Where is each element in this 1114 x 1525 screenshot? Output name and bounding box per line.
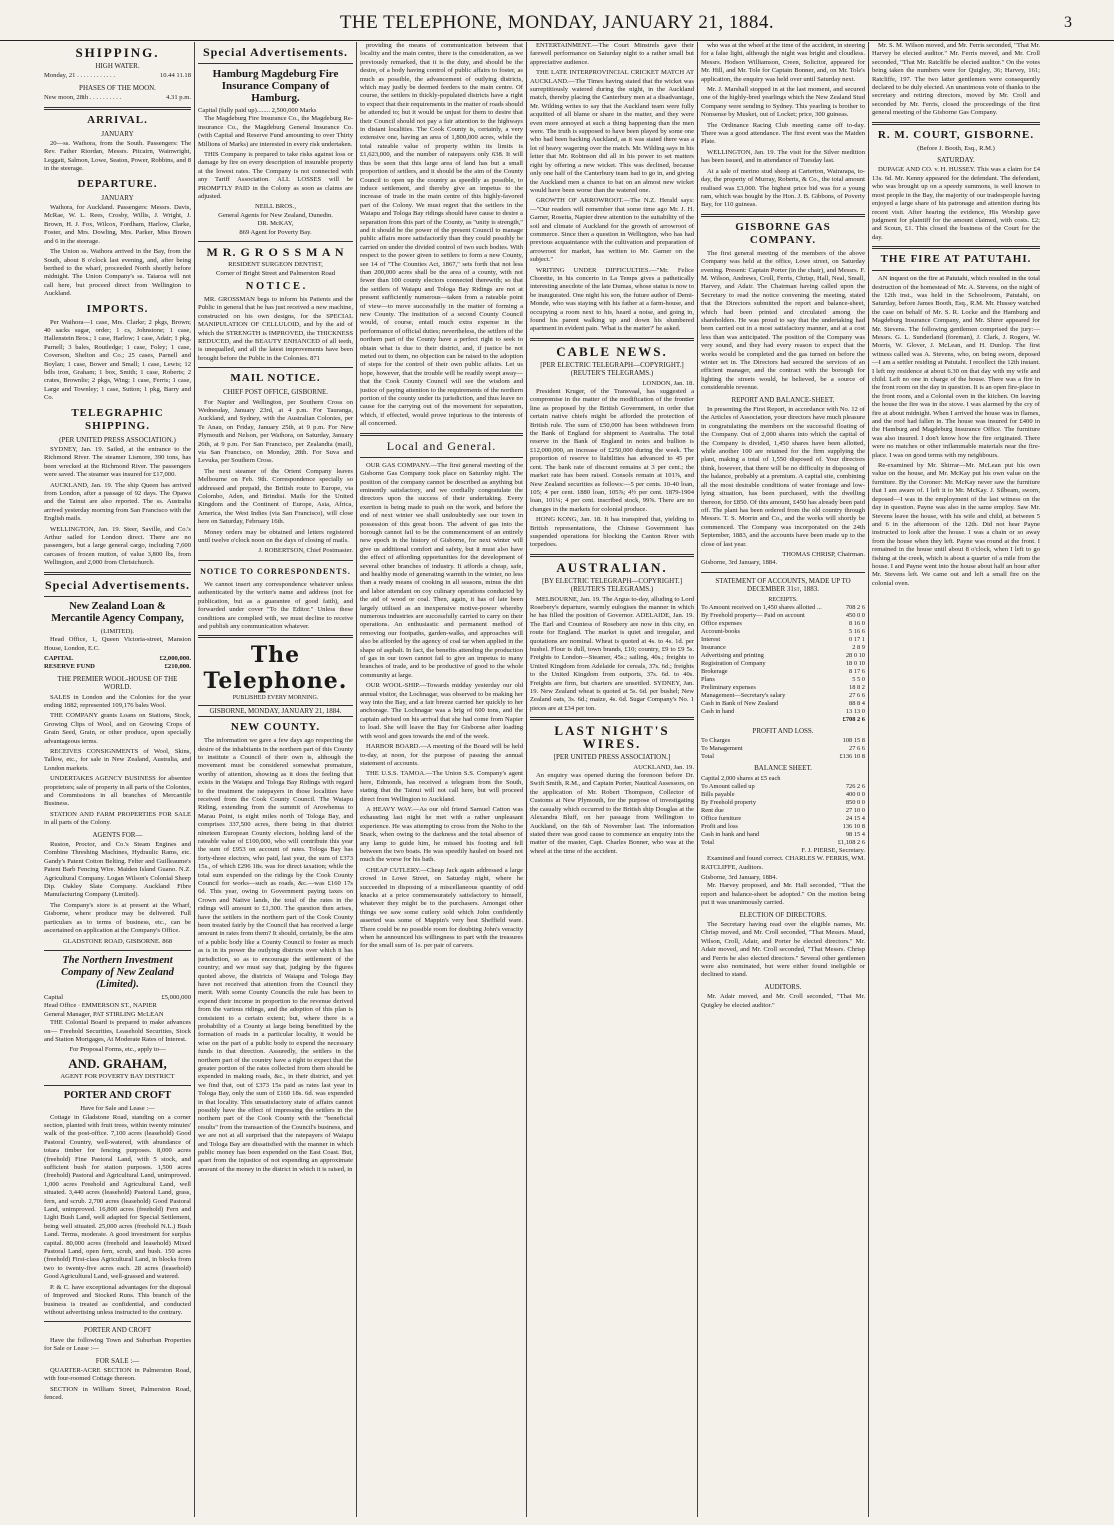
report-date: Gisborne, 3rd January, 1884. bbox=[701, 559, 778, 567]
table-row bbox=[701, 620, 865, 628]
masthead-title: THE TELEPHONE, MONDAY, JANUARY 21, 1884. bbox=[339, 12, 775, 33]
woolhouse-heading: THE PREMIER WOOL-HOUSE OF THE WORLD. bbox=[57, 674, 178, 692]
woolhouse-text: SALES in London and the Colonies for the year ending 1882, represented 109,176 bales Wool. bbox=[44, 693, 191, 709]
nameplate: The Telephone. bbox=[203, 642, 348, 695]
table-row bbox=[701, 676, 865, 684]
departure-text: Waihora, for Auckland. Passengers: Messrs. Davis, McRae, W. L. Rees, Crosby, Willis, J. Wright, J. Brown, H. J. Fox, Wilcox, Fordham, Harlow, Clarke, Foster, and Mrs. Dowling, Mrs. Parker, Miss Brown and 6 in the steerage. bbox=[44, 204, 191, 245]
table-row bbox=[701, 815, 865, 823]
row-value: 18 0 10 bbox=[845, 659, 865, 667]
divider bbox=[701, 572, 865, 573]
local-item: WRITING UNDER DIFFICULTIES.—"Mr. Felice Chorette, in his concerto in La Temps gives a pathetically interesting anecdote of the late Dumas, whose status is now to be inaugurated. One night his son, the future author of Demi-Monde, who was staying with his father at a farm-house, and occupying a room next to his, heard a noise, and going in, found his parent walking up and down his slumbered apartment in evident pain. 'What is the matter?' he asked. bbox=[530, 266, 694, 333]
table-row bbox=[701, 660, 865, 668]
divider bbox=[530, 554, 694, 557]
agents-heading: AGENTS FOR— bbox=[92, 830, 143, 839]
divider bbox=[44, 1085, 191, 1086]
hamburg-text: THIS Company is prepared to take risks against loss or damage by fire on every description of insurable property at the lowest rates. The Company is not connected with any Tariff Association. ALL LOSSES will be PROMPTLY PAID in the Colony as soon as claims are adjusted. bbox=[198, 151, 353, 201]
table-row bbox=[701, 692, 865, 700]
telegraphic-text: AUCKLAND, Jan. 19. The ship Queen has arrived from London, after a passage of 92 days. The Opawa and the Tainui are also reported. The ss. Australia arrived yesterday morning from San Francisco with the English mails. bbox=[44, 481, 191, 523]
imports-text: Per Waihora—1 case, Mrs. Clarke; 2 pkgs, Brown; 40 sacks sugar, order; 1 cs, Johnstone; 1 case, Hallenstein Bros.; 1 case, Harlow; 1 case, Adair; 1 pkg, Parnell; 3 bales, Routledge; 1 case, Foley; 1 case, Coverson, Shelton and Co.; 25 cases, Parnell and Boylan; 1 case, Bower and Small; 1 case, Lewis; 12 bdls iron, Graham; 1 box, Smith; 1 case, Roberts; 2 crates, Brownlie; 2 pkgs, Wing; 1 case, Ferris; 1 case, Large and Townley; 1 case, Sutton; 1 pkg, Barry and Co. bbox=[44, 318, 191, 402]
gas-meeting-continued: Mr. S. M. Wilson moved, and Mr. Ferris seconded, "That Mr. Harvey be elected auditor." Mr. Ferris moved, and Mr. Croll seconded, "That Mr. Ratcliffe be elected auditor." On the votes being taken the numbers were for Quigley, 36; Harvey, 161; Ratcliffe, 197. The two latter gentlemen were consequently declared to be duly elected. An unanimous vote of thanks to the secretary and retiring directors, moved by Mr. Croll and seconded by Mr. Ferris, closed the proceedings of the first general meeting of the Gisborne Gas Company. bbox=[872, 42, 1040, 117]
table-row bbox=[701, 700, 865, 708]
nameplate-sub: PUBLISHED EVERY MORNING. bbox=[232, 695, 319, 702]
divider bbox=[360, 457, 523, 458]
row-value: 726 2 6 bbox=[845, 782, 865, 790]
arrival-month: JANUARY bbox=[101, 129, 134, 138]
table-row bbox=[701, 745, 865, 753]
column-rule bbox=[194, 42, 195, 1517]
row-label: To Charges bbox=[701, 737, 731, 745]
porter-sub: Have for Sale and Lease :— bbox=[80, 1105, 155, 1113]
high-water-label: HIGH WATER. bbox=[95, 62, 140, 70]
table-row bbox=[701, 831, 865, 839]
row-value: 400 0 0 bbox=[845, 790, 865, 798]
proposal-text: For Proposal Forms, etc., apply to— bbox=[69, 1046, 166, 1054]
row-label: Bills payable bbox=[701, 790, 735, 798]
new-county-heading: NEW COUNTY. bbox=[230, 721, 321, 734]
column-rule bbox=[697, 42, 698, 1517]
row-label: To Amount received on 1,450 shares allotted ... bbox=[701, 603, 822, 611]
row-value: 18 8 2 bbox=[849, 683, 865, 691]
departure-heading: DEPARTURE. bbox=[77, 177, 158, 190]
neill-sub: General Agents for New Zealand, Dunedin. bbox=[218, 211, 333, 219]
column-1 bbox=[44, 42, 191, 1520]
graham-name: AND. GRAHAM, bbox=[68, 1055, 167, 1071]
column-rule bbox=[868, 42, 869, 1517]
local-item: ENTERTAINMENT.—The Court Minstrels gave their farewell performance on Saturday night to a rather small but appreciative audience. bbox=[530, 42, 694, 66]
divider bbox=[198, 367, 353, 368]
lnw-text: An enquiry was opened during the forenoon before Dr. Swift Smith, R.M., and Captain Porter, Nautical Assessors, on the application of Mr. Robert Thompson, Collector of Customs at New Plymouth, for the purpose of investigating the casualty which occurred to the British ship Douglas at the Alexandra Bluff, on her passage from Wellington to Auckland, on the 6th of November last. The information stated there was good cause to commence an enquiry into the matter of the master, Capt. Charles Bonner, who was at the wheel at the time of the accident. bbox=[530, 772, 694, 855]
row-value: 27 6 6 bbox=[849, 745, 865, 753]
cable-text: President Kruger, of the Transvaal, has suggested a compromise in the matter of the modification of the frontier line as proposed by the British Government, in order that certain native chiefs might be afforded the protection of British rule. The sum of £50,000 has been withdrawn from the Bank of England for shipment to Australia. The total reserve in the Bank of England in notes and bullion is £12,000,000, an increase of £250,000 during the week. The proportion of reserve to liabilities has advanced to 45 per cent. The bank rate of discount remains at 3 per cent.; the market rate has been raised. Consols remain at 101⅞, and New Zealand securities as follows:—5 per cents. 10-40 loan, 105; 4 per cent. 1880 loan, 105⅞; 4½ per cent. 1879-1904 loan, 101¼; 4 per cent. inscribed stock, 99⅝. There are no changes in the markets for colonial produce. bbox=[530, 388, 694, 513]
wires-item: Mr. J. Marshall stopped in at the last moment, and secured one of the highly-bred yearlings which the New Zealand Stud Company were sending to Sydney. This yearling is brother to Nonsense by Musket, out of Locket; price, 300 guineas. bbox=[701, 86, 865, 119]
capital-row bbox=[44, 655, 191, 663]
auditor-sign: Examined and found correct. CHARLES W. FERRIS, WM. RATCLIFFE, Auditors. bbox=[701, 855, 865, 871]
column-6 bbox=[872, 42, 1040, 1520]
nzloan-office: Head Office, 1, Queen Victoria-street, Mansion House, London, E.C. bbox=[44, 636, 191, 652]
gisborne-address: GLADSTONE ROAD, GISBORNE. 868 bbox=[62, 937, 173, 945]
row-value: £1,108 2 6 bbox=[837, 838, 865, 846]
divider bbox=[44, 1321, 191, 1322]
row-value: 450 0 0 bbox=[845, 611, 865, 619]
high-water-row-label: Monday, 21 . . . . . . . . . . . . bbox=[44, 72, 116, 80]
row-label: By Freehold property bbox=[701, 798, 757, 806]
notice-heading: N O T I C E . bbox=[245, 280, 306, 292]
new-county-text: The information we gave a few days ago respecting the desire of the inhabitants in the northern part of this County to institute a Council of their own is, although the movement must be considered somewhat premature, worthy of attention, showing as it does the feeling that exists in the Waiapu and Tologa Bay Ridings with regard to the treatment the ratepayers in those localities have received from the Cook County Council. The Waiapu Riding, extending from the summit of Arowhenua to Marau Point, is eight miles north of Tologa Bay, and comprises 337,500 acres, there being in that district nineteen European County electors, holding land of the rateable value of £100,000, who will contribute this year the sum of £953 on account of rates. Tologa Bay has forty-three electors, who paid, last year, the sum of £373 15s., of which £296 18s. was for direct taxation; while the total sum expended on the ridings by the Cook County Council for works—such as roads, &c.—was £160 17s 6d. This year, owing to Government paying taxes on Crown and Native lands, the total of the rates in the ridings will amount to £1,300. The question then arises, have the settlers in the northern part of the Cook County been treated fairly by the Council that has received a large amount in rates from them? It should, certainly, be the aim of a public body like a County Council to foster as much as is in its power the outlying districts over which it has jurisdiction, so as to encourage the settlement of the country; and we must say that, judging by the figures quoted above, the districts of Waiapu and Tologa Bay have not received that attention from the Council they merit. With some County Councils the rule has been to expend their income in proportion to the revenue derived from the various ridings, and the adoption of this plan is consistent to a certain extent; but, where there is a probability of a County at large being benefitted by the formation of roads in a particular locality, it would be wise on the part of a public body to expend the necessary funds in that direction. Assuredly, the settlers in the northern part of the country have a right to expect that the greater portion of the rates collected from them should be expended in making roads, &c., in their district, and yet we find that, out of £373 15s paid as rates last year in Tologa Bay, only the sum of £160 18s. 6d. was expended in that locality. This unsatisfactory state of affairs cannot possibly have the effect of impressing the settlers in the northern part of the Cook County with the "beneficial results" from the transaction of the Council's business, and we are not at all surprised that the ratepayers of Waiapu and Tologa Bay are dissatisfied with the manner in which public money has been expended on the East Coast. But, apart from the injustice of not expending an approximate amount of the money in the district in which it is raised, in bbox=[198, 737, 353, 1173]
special-ads-heading: Special Advertisements. bbox=[45, 577, 190, 592]
divider bbox=[198, 635, 353, 638]
mail-text: The next steamer of the Orient Company leaves Melbourne on Feb. 9th. Correspondence specially so addressed and prepaid, the British route to Europe, via Colombo, Aden, and Brindisi. Mails for the United Kingdom and the Continent of Europe, Asia, Africa, America, the West Indies (via San Francisco), will close here on Saturday, February 16th. bbox=[198, 467, 353, 526]
row-label: Office furniture bbox=[701, 814, 742, 822]
local-general-heading: Local and General. bbox=[386, 438, 497, 453]
northern-capital-row bbox=[44, 994, 191, 1002]
table-row bbox=[701, 753, 865, 761]
neill-name: NEILL BROS., bbox=[255, 203, 296, 211]
mail-sign: J. ROBERTSON, Chief Postmaster. bbox=[258, 547, 353, 555]
row-label: Cash in Bank of New Zealand bbox=[701, 699, 779, 707]
table-row bbox=[701, 737, 865, 745]
adoption-text: Mr. Harvey proposed, and Mr. Hall seconded, "That the report and balance-sheet be adopted." On the motion being put it was unanimously carried. bbox=[701, 882, 865, 907]
for-sale-heading: FOR SALE :— bbox=[95, 1356, 140, 1365]
row-value: 27 10 0 bbox=[845, 806, 865, 814]
table-row bbox=[701, 791, 865, 799]
table-row bbox=[701, 644, 865, 652]
row-label: Cash in hand bbox=[701, 707, 735, 715]
row-label: Interest bbox=[701, 635, 721, 643]
page-number: 3 bbox=[1064, 14, 1072, 31]
local-item: OUR GAS COMPANY.—The first general meeting of the Gisborne Gas Company took place on Saturday night. The position of the company cannot be described as anything but eminently satisfactory, and we cordially congratulate the directors upon the success of their undertaking. Every exertion is being made to push on the work, and before the end of next winter we shall undoubtedly see our town in possession of this great boon. The advent of gas into the borough cannot fail to be the commencement of an entirely new epoch in the history of Gisborne, for next winter will give us additional comfort and safety, but it must also have the effect of affording opportunities for the development of several other branches of industry. It affords a cheap, safe, and healthy mode of generating warmth in the winter, no less than a ready means of cooking in all seasons, minus the dirt and labor attendant on coy culinary operations conducted by the aid of wood or coal. Then, again, it has of late been largely utilised as an inexpensive motive-power whereby numerous industries are successfully carried to carry on their operations. An enthusiastic and permanent method of removing our footpaths, garden-walks, and approaches will also be afforded by the agency of coal tar when applied in the shape of asphalt. In fact, the benefits attending the production of gas in our town cannot fail to give an impetus to many branches of trade, and to be productive of good to the whole community at large. bbox=[360, 461, 523, 679]
fire-text: Re-examined by Mr. Shirrar—Mr. McLean put his own value on the house, and Mr. McKay put his own value on the furniture. By the Coroner: Mr. McKay never saw the furniture that I am aware of. I left it to Mr. McKay. J. Silbeam, sworn, deposed—I was in the employment of the last witness on the day in question. Payne was also in the same employ. Saw Mr. Stevens leave the house, with his wife and child, at between 5 and 6 in the afternoon of the 12th. Did not hear Payne instructed to look after the house. I was a chain or so away from the house when they left. Payne was round at the front. I remained in the house until about 8 o'clock, when I left to go fishing at the creek, which is about a quarter of a mile from the house. I and Payne went into the house about half an hour after Mr. Stevens left. We came out and left a small fire on the colonial oven. bbox=[872, 462, 1040, 587]
telegraphic-text: WELLINGTON, Jan. 19. Steer, Saville, and Co.'s Arthur sailed for London direct. There are no passengers, but a large general cargo, including 7,600 carcases of frozen mutton, of value 3,800 lbs, from Wellington, and 2,000 from Christchurch. bbox=[44, 525, 191, 567]
column-4 bbox=[530, 42, 694, 1520]
row-label: Management—Secretary's salary bbox=[701, 691, 786, 699]
mckay-name: DR. McKAY, bbox=[257, 220, 294, 228]
moon-row-value: 4.31 p.m. bbox=[166, 94, 191, 102]
northern-title: The Northern Investment Company of New Zealand (Limited). bbox=[61, 954, 174, 990]
australian-source: [BY ELECTRIC TELEGRAPH—COPYRIGHT.] (REUTER'S TELEGRAMS.) bbox=[541, 576, 683, 594]
divider bbox=[872, 270, 1040, 271]
row-value: 13 13 0 bbox=[845, 707, 865, 715]
table-row bbox=[701, 684, 865, 692]
australian-heading: AUSTRALIAN. bbox=[556, 559, 668, 575]
cable-text: HONG KONG, Jan. 18. It has transpired that, yielding to British representations, the Chinese Government has suspended operations for blocking the Canton River with torpedoes. bbox=[530, 516, 694, 549]
divider bbox=[44, 572, 191, 575]
row-label: Office expenses bbox=[701, 619, 742, 627]
moon-phases-label: PHASES OF THE MOON. bbox=[79, 83, 156, 92]
row-label: By Freehold property— Paid on account bbox=[701, 611, 805, 619]
row-value: 108 15 8 bbox=[842, 737, 865, 745]
cable-source: [PER ELECTRIC TELEGRAPH—COPYRIGHT.] (REUTER'S TELEGRAMS.) bbox=[540, 360, 684, 378]
divider bbox=[44, 107, 191, 110]
accounts-date: Gisborne, 3rd January, 1884. bbox=[701, 874, 778, 881]
table-row bbox=[701, 636, 865, 644]
reserve-value: £210,000. bbox=[164, 663, 191, 671]
mckay-sub: 869 Agent for Poverty Bay. bbox=[239, 228, 312, 236]
report-heading: REPORT AND BALANCE-SHEET. bbox=[731, 395, 835, 404]
hamburg-capital: Capital (fully paid up)........ 2,500,000 Marks bbox=[198, 107, 317, 114]
row-label: Plans bbox=[701, 675, 715, 683]
row-value: 5 16 6 bbox=[849, 627, 865, 635]
row-label: Capital 2,000 shares at £5 each bbox=[701, 774, 781, 782]
column-3 bbox=[360, 42, 523, 1520]
row-value: £136 10 8 bbox=[839, 753, 865, 761]
secretary-sign: F. J. PIERSE, Secretary. bbox=[801, 846, 865, 854]
receipts-label: RECEIPTS. bbox=[768, 596, 798, 603]
northern-capital-value: £5,000,000 bbox=[161, 993, 191, 1001]
table-row bbox=[701, 823, 865, 831]
wires-item: At a sale of merino stud sheep at Carterton, Wairarapa, to-day, the property of Murray, Roberts, & Co., the total amount realised was £3,000. The highest price bid was for a young ram, which was bought by the Hon. J. B. Gibbons, of Poverty Bay, for 110 guineas. bbox=[701, 167, 865, 209]
row-value: 8 17 6 bbox=[849, 667, 865, 675]
local-item: OUR WOOL-SHIP.—Towards midday yesterday our old annual visitor, the Lochnagar, was observed to be making her way into the Bay, and a fair breeze carried her quickly to her anchorage. The Lochnagar was a brig of 600 tons, and the captain advised on his arrival that she had come from Napier to load. She will leave the Bay for Gisborne after loading with wool and goes towards the end of the week. bbox=[360, 682, 523, 740]
column-rule bbox=[526, 42, 527, 1517]
column-rule bbox=[356, 42, 357, 1517]
station-text: STATION AND FARM PROPERTIES FOR SALE in all parts of the Colony. bbox=[44, 810, 191, 827]
fire-text: AN inquest on the fire at Patutahi, which resulted in the total destruction of the homestead of Mr. A. Stevens, on the night of the 12th inst., was held in the Schoolroom, Patutahi, on Saturday, before James Booth, Esq., R.M. Mr. Hussey watched the case on behalf of Mr. S. R. Locke and the Hamburg and Magdeburg Insurance Company, and Mr. Shirer appeared for Mr. Stevens. The following gentlemen comprised the jury:—Messrs. G. L. Sunderland (foreman), J. Clark, J. Rogers, W. Morris, W. Glover, J. McLean, and H. Dunlop. The first witness called was A. Stevens, who, on being sworn, deposed—I am a settler residing at Patutahi. I recollect the 12th instant. I left my residence at about 6.30 on that day with my wife and child. Left no one in charge of the house. There was a fire in the front room on the day in question. It is an open fire-place in the front room, and a Colonial oven in the kitchen. On leaving the house the fire was in the stove. I was alarmed by the cry of fire at about midnight. When I arrived the house was in flames, and the roof had fallen in. The house was insured for £400 in the Hamburg and Magdeburg Insurance Office. The furniture was also insured. I don't know how the fire originated. There were no matches or other inflammable materials near the fire-place. I was on good terms with my neighbours. bbox=[872, 275, 1040, 459]
divider bbox=[360, 433, 523, 436]
mail-text: Money orders may be obtained and letters registered until twelve o'clock noon on the days of closing of mails. bbox=[198, 528, 353, 545]
column-5 bbox=[701, 42, 865, 1520]
gas-company-text: The first general meeting of the members of the above Company was held at the office, Lowe street, on Saturday evening. Present: Captain Porter (in the chair), and Messrs. F. M. Wilson, Andrews, Croll, Ferris, Chrisp, Hall, Neal, Small, Harvey, and Adair. The Chairman having called upon the Secretary to read the notice convening the meeting, stated that the Directors submitted the report and balance-sheet, which had been printed and circulated among the shareholders. He was proud to say that the undertaking had been carried out in a most satisfactory manner, and at a cost less than was anticipated. The position of the Company was very sound, and they had every reason to expect that the works would be completed and the gas turned on before the winter set in. The Directors had secured the services of an efficient manager, and the contract with the borough for lighting the streets would, he believed, be a source of considerable revenue. bbox=[701, 249, 865, 392]
table-row bbox=[701, 807, 865, 815]
row-value: 850 0 0 bbox=[845, 798, 865, 806]
wires-item: who was at the wheel at the time of the accident, in steering for a false light, although the night was bright and cloudless. Messrs. Hodson Williamson, Creen, Solicitor, appeared for Mr. Hill, and Mr. Tole for Captain Bonner, and, on Mr. Tole's application, the enquiry was held over until Saturday next. bbox=[701, 42, 865, 83]
row-label: Total bbox=[701, 753, 715, 761]
table-row bbox=[701, 668, 865, 676]
election-heading: ELECTION OF DIRECTORS. bbox=[739, 910, 827, 919]
divider bbox=[198, 241, 353, 242]
local-item: A HEAVY WAY.—As our old friend Samuel Catton was exhausting last night he met with a rather unpleasant experience. He was attempting to cross from the Noho to the Snack, when owing to the darkness and the total absence of any lamp to guide him, he missed his footing and fell between the two boats. He was speedily hauled on board not much the worse for his bath. bbox=[360, 805, 523, 864]
report-sign: THOMAS CHRISP, Chairman. bbox=[782, 550, 865, 558]
lnw-dateline: AUCKLAND, Jan. 19. bbox=[633, 763, 694, 771]
row-label: Account-books bbox=[701, 627, 741, 635]
issue-line: GISBORNE, MONDAY, JANUARY 21, 1884. bbox=[198, 705, 353, 717]
statement-heading: STATEMENT OF ACCOUNTS, MADE UP TO DECEMBER 31st, 1883. bbox=[715, 576, 851, 594]
wires-item: WELLINGTON, Jan. 19. The visit for the Silver medition has been issued, and in attendance of Tuesday last. bbox=[701, 148, 865, 165]
row-value: 98 15 4 bbox=[845, 830, 865, 838]
election-text: The Secretary having read over the eligible names, Mr. Chrisp moved, and Mr. Croll seconded, "That Messrs. Maud, Wilson, Croll, Adair, and Porter be elected directors." Mr. Adair moved, and Mr. Croll seconded, "That Messrs. Chrisp and Ferris be also elected directors." Several other gentlemen were also nominated, but were either found ineligible or declined to stand. bbox=[701, 921, 865, 979]
northern-text: THE Colonial Board is prepared to make advances on— Freehold Securities, Leasehold Securities, Stock and Station Mortgages, At Moderate Rates of Interest. bbox=[44, 1019, 191, 1043]
divider bbox=[872, 122, 1040, 125]
northern-office: Head Office · EMMERSON ST., NAPIER bbox=[44, 1002, 157, 1010]
mail-sub: CHIEF POST OFFICE, GISBORNE. bbox=[222, 388, 329, 397]
row-label: Rent due bbox=[701, 806, 724, 814]
row-value: 24 15 4 bbox=[845, 814, 865, 822]
local-item: GROWTH OF ARROWROOT.—The N.Z. Herald says:—"Our readers will remember that some time ago Mr. J. H. Garner, Rosetta, Napier drew attention to the suitability of the soil and climate of Auckland for the growth of arrowroot of commerce. Since then a question in Wellington, who has had previous acquaintance with the cultivation and preparation of arrowroot for market, has written to Mr. Garner on the subject." bbox=[530, 197, 694, 264]
porter-text: Cottage in Gladstone Road, standing on a corner section, planted with fruit trees, within twenty minutes' walk of the post-office. 7,100 acres (leasehold) Good Pastoral Country, well-watered, with abundance of totara timber for fencing purposes. 8,000 acres (freehold) Fine Pastoral Land, with 5 stock, and sufficient bush for station purposes. 1,500 acres (freehold) Pastoral and Agricultural Land, unimproved. 1,000 acres Freehold and Agricultural Land, well situated. 3,440 acres (leasehold) Pastoral Land, grass, fern, and scrub. 2,700 acres (leasehold) Good Pastoral Land, unimproved. 16,800 acres (freehold) Fern and Light Bush Land, well adapted for Special Settlement, being well situated. 25,000 acres (freehold N.L.) Bush Land. Terms, moderate. A good investment for surplus capital. 80,000 acres (freehold and leasehold) Mixed Pastoral Land, open fern, scrub, and bush. 150 acres (freehold) First-class Agricultural Land, in blocks from two to twenty-five acres each. 28 acres (leasehold) Good Agricultural Land, well-grassed and watered. bbox=[44, 1113, 191, 1281]
lnw-source: [PER UNITED PRESS ASSOCIATION.] bbox=[553, 753, 671, 762]
row-value: 5 5 0 bbox=[852, 675, 865, 683]
row-value: 88 8 4 bbox=[849, 699, 865, 707]
masthead bbox=[0, 0, 1114, 41]
last-nights-wires-heading: LAST NIGHT'S WIRES. bbox=[554, 723, 670, 752]
table-row bbox=[701, 839, 865, 847]
australian-text: MELBOURNE, Jan. 19. The Argus to-day, alluding to Lord Rosebery's departure, warmly eulogises the manner in which he has filled the position of Governor. ADELAIDE, Jan. 19. The Earl and Countess of Rosebery are now in this city, en route for England. The market is quiet and irregular, and quotations are nominal. Wheat is quoted at 4s. to 4s. 1d. per bushel. Flour is dull, town brands, £10; country, £9 to £9 5s. Freights to London—Steamer, 45s.; sailing, 40s.; freights to United Kingdom from Adelaide for cereals, 37s. 6d.; freights to the United Kingdom from outports, 37s. 6d. to 40s. Freights are firm, but charters are unsettled. SYDNEY, Jan. 19. New Zealand wheat is quoted at 5s. 6d. per bushel; New Zealand oats, 3s. 6d.; maize, 4s. 6d. Sugar Company's No. 1 pieces are at £34 per ton. bbox=[530, 595, 694, 712]
cable-dateline: LONDON, Jan. 18. bbox=[642, 379, 694, 387]
column-2 bbox=[198, 42, 353, 1520]
store-text: The Company's store is at present at the Wharf, Gisborne, where produce may be delivered. Full particulars as to terms of business, etc., can be ascertained on application at the Company's Office. bbox=[44, 901, 191, 935]
accounts-table bbox=[701, 604, 865, 716]
hamburg-title: Hamburg Magdeburg Fire Insurance Company of Hamburg. bbox=[212, 68, 339, 104]
high-water-row bbox=[44, 72, 191, 80]
capital-value: £2,000,000. bbox=[159, 654, 191, 662]
telegraphic-heading: TELEGRAPHIC SHIPPING. bbox=[71, 406, 164, 432]
balance-sheet-table bbox=[701, 775, 865, 847]
arrival-text: 20—ss. Waihora, from the South. Passengers: The Rev. Father Riordan, Messrs. Pitcairn, Wainwright, Leggatt, Salmon, Lowe, Seaton, Power, Robbins, and 8 in the steerage. bbox=[44, 140, 191, 173]
table-row bbox=[701, 775, 865, 783]
profit-loss-table bbox=[701, 737, 865, 761]
arrival-heading: ARRIVAL. bbox=[87, 113, 148, 126]
local-item: THE U.S.S. TAMOA.—The Union S.S. Company's agent here, Edmonds, has received a telegram from the South, stating that the Tainui will not call here, but will proceed direct from Wellington to Auckland. bbox=[360, 770, 523, 803]
divider bbox=[44, 596, 191, 597]
table-row bbox=[701, 628, 865, 636]
for-sale-text: QUARTER-ACRE SECTION in Palmerston Road, with four-roomed Cottage thereon. bbox=[44, 1366, 191, 1383]
shipping-notes: The Union ss. Waihora arrived in the Bay, from the South, about 8 o'clock last evening, and, after being berthed to the wharf, proceeded North shortly before midnight. The Union Company's ss. Taiaroa will not call here, but proceed direct from Wellington to Auckland. bbox=[44, 248, 191, 298]
nzloan-title: New Zealand Loan & Mercantile Agency Company, bbox=[51, 600, 184, 624]
row-value: 2 8 9 bbox=[852, 643, 865, 651]
undertakes-text: UNDERTAKES AGENCY BUSINESS for absentee proprietors; sale of property in all parts of the Colonies, and Commissions in all branches of Mercantile Business. bbox=[44, 775, 191, 808]
imports-heading: IMPORTS. bbox=[86, 302, 149, 315]
grossman-text: MR. GROSSMAN begs to inform his Patients and the Public in general that he has just received a new machine, constructed on his own designs, for the SPECIAL MANIPULATION OF CELLULOID, and by the aid of which the STRENGTH is IMPROVED, the THICKNESS REDUCED, and the BEAUTY ENHANCED of all teeth, is unequalled, and all the latest improvements have been brought before the Public in the Colonies. 871 bbox=[198, 295, 353, 362]
porter2-heading: PORTER AND CROFT bbox=[83, 1326, 152, 1335]
row-label: Registration of Company bbox=[701, 659, 766, 667]
cable-news-heading: CABLE NEWS. bbox=[556, 343, 668, 359]
special-ads-heading: Special Advertisements. bbox=[203, 45, 348, 59]
row-label: Preliminary expenses bbox=[701, 683, 756, 691]
table-row bbox=[701, 799, 865, 807]
correspondents-heading: NOTICE TO CORRESPONDENTS. bbox=[200, 566, 351, 576]
hamburg-text: The Magdeburg Fire Insurance Co., the Magdeburg Re-insurance Co., the Magdeburg General Insurance Co. (with Capital and Reserve Fund amounting to over Thirty Millions of Marks) are interested in every risk undertaken. bbox=[198, 115, 353, 148]
row-value: 27 6 6 bbox=[849, 691, 865, 699]
mail-heading: MAIL NOTICE. bbox=[230, 372, 321, 385]
porter-title: PORTER AND CROFT bbox=[63, 1090, 172, 1102]
auditors-heading: AUDITORS. bbox=[764, 982, 802, 991]
divider bbox=[701, 214, 865, 217]
balance-sheet-heading: BALANCE SHEET. bbox=[754, 764, 812, 773]
local-item: THE LATE INTERPROVINCIAL CRICKET MATCH AT AUCKLAND.—The Times having stated that the wicket was surreptitiously watered during the night, in the Auckland match, thereby placing the Canterbury men at a disadvantage, Mr. Wilding writes to say that the Auckland team were fully acquitted of all blame or share in the matter, and they were even more annoyed at such a thing happening than the men were. The truth is supposed to have been played by some one who had been backing Auckland, as it was stated there was a lot of heavy wagering over the match. Mr. Wilding says in his letter that Mr. Robinson did all in his power to set matters right by offering a new wicket. This was declined, because only one half of the Canterbury team had to go in, and giving the Auckland men a chance to bat on an almost new wicket would have been worse than the watered one. bbox=[530, 69, 694, 194]
telegraphic-source: (PER UNITED PRESS ASSOCIATION.) bbox=[59, 435, 176, 444]
rm-court-heading: R. M. COURT, GISBORNE. bbox=[877, 128, 1035, 141]
divider bbox=[198, 560, 353, 561]
row-label: To Amount called up bbox=[701, 782, 755, 790]
table-row bbox=[701, 604, 865, 612]
row-label: To Management bbox=[701, 745, 743, 753]
company-text: THE COMPANY grants Loans on Stations, Stock, Growing Clips of Wool, and on Growing Crops of Grain Seed, Grain, or other produce, upon specially advantageous terms. bbox=[44, 712, 191, 745]
for-sale-text: SECTION in William Street, Palmerston Road, fenced. bbox=[44, 1385, 191, 1402]
auditors-text: Mr. Adair moved, and Mr. Croll seconded, "That Mr. Quigley be elected auditor." bbox=[701, 993, 865, 1009]
row-value: 708 2 6 bbox=[845, 603, 865, 611]
row-label: Profit and loss bbox=[701, 822, 738, 830]
table-row bbox=[701, 708, 865, 716]
wires-item: The Ordinance Racing Club meeting came off to-day. There was a good attendance. The first event was the Maiden Plate. bbox=[701, 121, 865, 146]
rm-court-day: SATURDAY. bbox=[937, 156, 975, 165]
capital-label: CAPITAL bbox=[44, 654, 74, 662]
row-value: 8 16 0 bbox=[849, 619, 865, 627]
row-label: Total bbox=[701, 838, 715, 846]
local-item: CHEAP CUTLERY.—Cheap Jack again addressed a large crowd in Lowe Street, on Saturday night, where he succeeded in disposing of a miscellaneous quantity of odd knacks at a price commensurately satisfactory to himself, whatever they might be to the purchasers. Amongst other things we saw some cutlery sold which John confidently asserted was some of Mappin's very best Sheffield ware. There could be no possible room for doubting John's veracity when he announced his willingness to part with the treasures for the small sum of 1s. per pair of carvers. bbox=[360, 866, 523, 950]
reserve-label: RESERVE FUND bbox=[44, 663, 95, 671]
northern-manager: General Manager, PAT STIRLING McLEAN bbox=[44, 1010, 164, 1018]
agents-text: Ruston, Proctor, and Co.'s Steam Engines and Combine Threshing Machines, Hydraulic Rams, etc. Gandy's Patent Cotton Belting. Felter and Guilleaume's Patent Barb Fencing Wire. Maiden Island Guano. N.Z. Agricultural Company. Logan Wilson's Colonial Sheep Dip. Oakley Slate Company. Auckland Fibre Manufacturing Company (Limited). bbox=[44, 841, 191, 899]
row-value: 136 10 8 bbox=[842, 822, 865, 830]
report-text: In presenting the First Report, in accordance with No. 12 of the Articles of Association, your directors have much pleasure in congratulating the members on the successful floating of the Company. Out of 2,000 shares into which the capital of the Company is divided, 1,450 shares have been allotted, while another 100 are retained for the firm supplying the plant, making a total of 1,550 disposed of. Your directors think, however, that there will be no difficulty in disposing of the balance, probably at a premium. A capital site, combining all the most desirable conditions of water frontage and low-lying situation, has been purchased, with the dwelling thereon, for £850. Of this amount, £450 has already been paid off. The plant has been ordered from the old country through Messrs. T. S. Morrin and Co., and the works will shortly be commenced. The Company was incorporated on the 24th September, 1883, and the accounts have been made up to the close of last year. bbox=[701, 406, 865, 548]
rm-court-text: DUPAGE AND CO. v. H. HUSSEY. This was a claim for £4 13s. 6d. Mr. Kenny appeared for the defendant. The defendant, who was brought up on a speedy summons, is well known to most people in the Bay, the majority of our tradespeople having enjoyed a large share of his patronage and attention during his recent visit. After hearing the evidence, His Worship gave judgment for plaintiff for the amount claimed, with costs. £2; and Scoun, £1. This closed the business of the Court for the day. bbox=[872, 166, 1040, 241]
moon-row bbox=[44, 94, 191, 102]
profit-loss-heading: PROFIT AND LOSS. bbox=[752, 726, 814, 735]
moon-row-label: New moon, 28th . . . . . . . . . . bbox=[44, 94, 122, 102]
reserve-row bbox=[44, 663, 191, 671]
row-label: Advertising and printing bbox=[701, 651, 764, 659]
graham-sub: AGENT FOR POVERTY BAY DISTRICT bbox=[60, 1072, 175, 1080]
divider bbox=[198, 63, 353, 64]
grossman-title: M R. G R O S S M A N bbox=[206, 245, 345, 260]
porter2-text: Have the following Town and Suburban Properties for Sale or Lease :— bbox=[44, 1336, 191, 1353]
divider bbox=[44, 950, 191, 951]
correspondents-text: We cannot insert any correspondence whatever unless authenticated by the writer's name and address (not for publication, but as a guarantee of good faith), and forwarded under cover "To the Editor." Unless these conditions are complied with, we must decline to receive and publish any communication whatever. bbox=[198, 580, 353, 630]
row-label: Brokerage bbox=[701, 667, 728, 675]
grossman-sub: RESIDENT SURGEON DENTIST, bbox=[228, 261, 323, 269]
table-row bbox=[701, 783, 865, 791]
accounts-total-row bbox=[701, 716, 865, 724]
fire-heading: THE FIRE AT PATUTAHI. bbox=[880, 253, 1032, 266]
divider bbox=[872, 246, 1040, 249]
row-label: Cash in bank and hand bbox=[701, 830, 760, 838]
row-label: Insurance bbox=[701, 643, 726, 651]
receives-text: RECEIVES CONSIGNMENTS of Wool, Skins, Tallow, etc., for sale in New Zealand, Australia, and London markets. bbox=[44, 747, 191, 772]
divider bbox=[530, 717, 694, 720]
row-value: 0 17 1 bbox=[849, 635, 865, 643]
new-county-continued: providing the means of communication between that locality and the main centre, there is the consideration, as we previously remarked, that it is the duty, and should be the desire, of a body having control of public affairs to foster, as much as possible, the advancement of outlying districts, which may justly be deemed feeders to the main centre. Of course, the settlers in thickly-populated districts have a right to expect that their requirements in the matter of roads should be attended to; but it would be unjust for them to desire that their Council should not pay a fair attention to the highways in distant localities. The Cook County is, certainly, a very extensive one, having an area of 1,800,000 acres, while the total rateable value of property within its limits is £1,623,000, and the number of ratepayers only 638. It will thus be seen that this large area of land has but a small proportion of settlers, and it should be the aim of the County Council to open up the country as speedily as possible, to induce settlement, and thereby give an impetus to the increase of trade in the main centre of this highly-favored part of the Colony. We must regret that the settlers in the Waiapu and Tologa Bay ridings should have cause to desire a separation from this part of the County, as "unity is strength," and it should be the power of the present Council to manage public affairs more satisfactorily than they could possibly be carried on under the divided control of two such bodies. With respect to the power given to settlers to form a new County, see 14 of "The Counties Act, 1867," sets forth that not less than 200,000 acres shall be the area of a county, with not fewer than 100 county electors connected therewith; so that the settlers of Waiapu and Tologa Bay Ridings are not at present sufficiently numerous—taken from a rateable point of view—to move successfully in the matter of forming a new County. The institution of a second County Council would, of course, entail much extra expense in the performance of official duties; nevertheless, the settlers of the northern part of the County have a perfect right to seek to obtain what is due to their district, and, if justice be not meted out to them, no objection can be raised to the adoption of steps for the control of their own public affairs. Let us hope, however, that the trouble will be readily swept away—that the Cook County Council will see the wisdom and justice of paying attention to the requirements of the northern portion of the county under its jurisdiction, and thus leave no cause for the carrying out of the movement for separation, which, if effected, would prove injurious to the interests of all concerned. bbox=[360, 42, 523, 428]
departure-month: JANUARY bbox=[101, 193, 134, 202]
telegraphic-text: SYDNEY, Jan. 19. Sailed, at the entrance to the Richmond River. The steamer Lismore, 390 tons, has been wrecked at the Richmond River. The passengers were saved. The steamer was insured for £17,000. bbox=[44, 446, 191, 479]
rm-court-sub: (Before J. Booth, Esq., R.M.) bbox=[917, 144, 995, 152]
local-item: HARBOR BOARD.—A meeting of the Board will be held to-day, at noon, for the purpose of passing the annual statement of accounts. bbox=[360, 743, 523, 767]
mail-text: For Napier and Wellington, per Southern Cross on Wednesday, January 23rd, at 4 p.m. For Tauranga, Auckland, and Sydney, with the Australian Colonies, per Te Anau, on Friday, January 25th, at 9 p.m. For New Plymouth and Nelson, per Waihora, on Saturday, January 26th, at 9 p.m. For San Francisco, per Zealandia (mail), via San Francisco, on Monday, 28th. For Suva and Levuka, per Southern Cross. bbox=[198, 398, 353, 465]
northern-capital-label: Capital bbox=[44, 993, 64, 1001]
divider bbox=[530, 338, 694, 341]
gas-company-heading: GISBORNE GAS COMPANY. bbox=[735, 220, 831, 246]
table-row bbox=[701, 612, 865, 620]
nzloan-limited: (LIMITED). bbox=[100, 627, 135, 635]
table-row bbox=[701, 652, 865, 660]
shipping-heading: SHIPPING. bbox=[75, 45, 160, 60]
porter-note: P. & C. have exceptional advantages for the disposal of Improved and Stocked Runs. This branch of the business is treated as confidential, and conducted without advertising unless instructed to the contrary. bbox=[44, 1283, 191, 1316]
accounts-total: £708 2 6 bbox=[842, 715, 865, 723]
grossman-address: Corner of Bright Street and Palmerston Road bbox=[215, 269, 336, 277]
high-water-row-value: 10.44 11.18 bbox=[159, 72, 191, 80]
row-value: 28 0 10 bbox=[845, 651, 865, 659]
